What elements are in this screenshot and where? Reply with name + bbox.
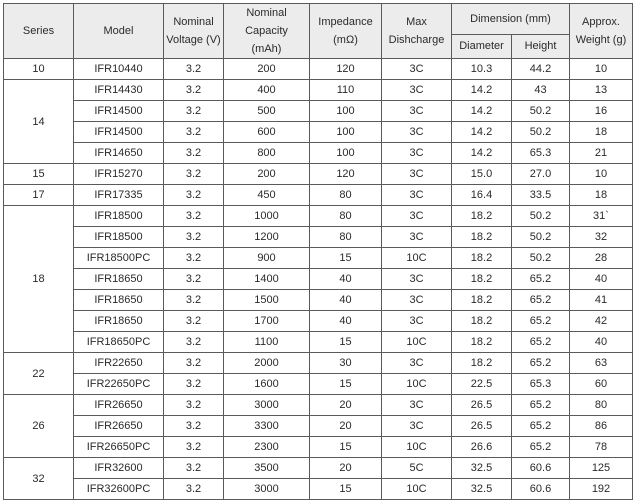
diameter-cell: 14.2 bbox=[452, 101, 512, 122]
voltage-cell: 3.2 bbox=[164, 185, 224, 206]
voltage-cell: 3.2 bbox=[164, 164, 224, 185]
series-cell: 26 bbox=[4, 395, 74, 458]
model-cell: IFR18500 bbox=[74, 206, 164, 227]
voltage-cell: 3.2 bbox=[164, 290, 224, 311]
impedance-cell: 100 bbox=[310, 143, 382, 164]
capacity-cell: 3300 bbox=[224, 416, 310, 437]
discharge-cell: 10C bbox=[382, 248, 452, 269]
diameter-cell: 32.5 bbox=[452, 479, 512, 500]
impedance-cell: 80 bbox=[310, 227, 382, 248]
height-cell: 50.2 bbox=[512, 101, 570, 122]
model-cell: IFR18650 bbox=[74, 290, 164, 311]
discharge-cell: 3C bbox=[382, 185, 452, 206]
model-cell: IFR26650 bbox=[74, 416, 164, 437]
discharge-cell: 5C bbox=[382, 458, 452, 479]
model-cell: IFR26650 bbox=[74, 395, 164, 416]
weight-cell: 125 bbox=[570, 458, 633, 479]
discharge-cell: 3C bbox=[382, 143, 452, 164]
diameter-cell: 14.2 bbox=[452, 143, 512, 164]
table-row bbox=[4, 353, 633, 374]
voltage-cell: 3.2 bbox=[164, 458, 224, 479]
height-cell: 65.2 bbox=[512, 311, 570, 332]
weight-cell: 28 bbox=[570, 248, 633, 269]
header-dimension: Dimension (mm) bbox=[452, 4, 570, 35]
voltage-cell: 3.2 bbox=[164, 332, 224, 353]
capacity-cell: 1100 bbox=[224, 332, 310, 353]
table-row bbox=[4, 101, 633, 122]
weight-cell: 41 bbox=[570, 290, 633, 311]
weight-cell: 32 bbox=[570, 227, 633, 248]
capacity-cell: 800 bbox=[224, 143, 310, 164]
header-height: Height bbox=[512, 34, 570, 58]
series-cell: 22 bbox=[4, 353, 74, 395]
model-cell: IFR18650 bbox=[74, 269, 164, 290]
table-row bbox=[4, 395, 633, 416]
height-cell: 60.6 bbox=[512, 458, 570, 479]
model-cell: IFR18500 bbox=[74, 227, 164, 248]
header-voltage-line2: Voltage (V) bbox=[166, 34, 221, 46]
model-cell: IFR15270 bbox=[74, 164, 164, 185]
impedance-cell: 15 bbox=[310, 437, 382, 458]
diameter-cell: 14.2 bbox=[452, 80, 512, 101]
height-cell: 44.2 bbox=[512, 59, 570, 80]
capacity-cell: 1600 bbox=[224, 374, 310, 395]
table-row bbox=[4, 290, 633, 311]
voltage-cell: 3.2 bbox=[164, 416, 224, 437]
header-capacity-line2: (mAh) bbox=[251, 43, 282, 55]
table-row bbox=[4, 59, 633, 80]
voltage-cell: 3.2 bbox=[164, 353, 224, 374]
weight-cell: 63 bbox=[570, 353, 633, 374]
voltage-cell: 3.2 bbox=[164, 122, 224, 143]
capacity-cell: 1000 bbox=[224, 206, 310, 227]
capacity-cell: 200 bbox=[224, 164, 310, 185]
discharge-cell: 3C bbox=[382, 80, 452, 101]
series-cell: 17 bbox=[4, 185, 74, 206]
discharge-cell: 10C bbox=[382, 479, 452, 500]
voltage-cell: 3.2 bbox=[164, 248, 224, 269]
series-cell: 10 bbox=[4, 59, 74, 80]
model-cell: IFR14650 bbox=[74, 143, 164, 164]
height-cell: 60.6 bbox=[512, 479, 570, 500]
diameter-cell: 18.2 bbox=[452, 227, 512, 248]
weight-cell: 40 bbox=[570, 332, 633, 353]
discharge-cell: 3C bbox=[382, 227, 452, 248]
voltage-cell: 3.2 bbox=[164, 395, 224, 416]
discharge-cell: 3C bbox=[382, 101, 452, 122]
diameter-cell: 18.2 bbox=[452, 332, 512, 353]
capacity-cell: 2300 bbox=[224, 437, 310, 458]
table-row bbox=[4, 311, 633, 332]
discharge-cell: 3C bbox=[382, 206, 452, 227]
diameter-cell: 15.0 bbox=[452, 164, 512, 185]
voltage-cell: 3.2 bbox=[164, 101, 224, 122]
voltage-cell: 3.2 bbox=[164, 80, 224, 101]
height-cell: 50.2 bbox=[512, 206, 570, 227]
weight-cell: 86 bbox=[570, 416, 633, 437]
impedance-cell: 80 bbox=[310, 185, 382, 206]
diameter-cell: 18.2 bbox=[452, 353, 512, 374]
discharge-cell: 3C bbox=[382, 290, 452, 311]
capacity-cell: 400 bbox=[224, 80, 310, 101]
header-discharge bbox=[382, 4, 452, 59]
impedance-cell: 15 bbox=[310, 248, 382, 269]
impedance-cell: 120 bbox=[310, 59, 382, 80]
weight-cell: 10 bbox=[570, 59, 633, 80]
series-cell: 32 bbox=[4, 458, 74, 500]
header-voltage-line1: Nominal bbox=[173, 16, 214, 28]
height-cell: 65.3 bbox=[512, 374, 570, 395]
height-cell: 65.2 bbox=[512, 437, 570, 458]
weight-cell: 18 bbox=[570, 122, 633, 143]
impedance-cell: 100 bbox=[310, 122, 382, 143]
discharge-cell: 3C bbox=[382, 164, 452, 185]
table-row bbox=[4, 122, 633, 143]
capacity-cell: 2000 bbox=[224, 353, 310, 374]
model-cell: IFR10440 bbox=[74, 59, 164, 80]
header-weight-line1: Approx. bbox=[582, 16, 620, 28]
voltage-cell: 3.2 bbox=[164, 311, 224, 332]
diameter-cell: 26.6 bbox=[452, 437, 512, 458]
diameter-cell: 18.2 bbox=[452, 290, 512, 311]
discharge-cell: 3C bbox=[382, 416, 452, 437]
header-impedance bbox=[310, 4, 382, 59]
table-row bbox=[4, 269, 633, 290]
header-capacity bbox=[224, 4, 310, 59]
height-cell: 43 bbox=[512, 80, 570, 101]
model-cell: IFR14430 bbox=[74, 80, 164, 101]
diameter-cell: 26.5 bbox=[452, 395, 512, 416]
capacity-cell: 600 bbox=[224, 122, 310, 143]
height-cell: 50.2 bbox=[512, 227, 570, 248]
diameter-cell: 18.2 bbox=[452, 248, 512, 269]
height-cell: 65.2 bbox=[512, 353, 570, 374]
weight-cell: 18 bbox=[570, 185, 633, 206]
model-cell: IFR18500PC bbox=[74, 248, 164, 269]
discharge-cell: 3C bbox=[382, 59, 452, 80]
table-row bbox=[4, 143, 633, 164]
impedance-cell: 80 bbox=[310, 206, 382, 227]
capacity-cell: 1200 bbox=[224, 227, 310, 248]
capacity-cell: 1500 bbox=[224, 290, 310, 311]
impedance-cell: 120 bbox=[310, 164, 382, 185]
series-cell: 14 bbox=[4, 80, 74, 164]
header-series: Series bbox=[4, 4, 74, 59]
table-row bbox=[4, 248, 633, 269]
table-row bbox=[4, 206, 633, 227]
diameter-cell: 26.5 bbox=[452, 416, 512, 437]
impedance-cell: 40 bbox=[310, 269, 382, 290]
voltage-cell: 3.2 bbox=[164, 374, 224, 395]
discharge-cell: 3C bbox=[382, 122, 452, 143]
header-weight bbox=[570, 4, 633, 59]
capacity-cell: 1400 bbox=[224, 269, 310, 290]
header-impedance-line1: Impedance bbox=[318, 16, 373, 28]
capacity-cell: 3000 bbox=[224, 395, 310, 416]
impedance-cell: 100 bbox=[310, 101, 382, 122]
table-row bbox=[4, 185, 633, 206]
height-cell: 27.0 bbox=[512, 164, 570, 185]
height-cell: 65.2 bbox=[512, 332, 570, 353]
diameter-cell: 22.5 bbox=[452, 374, 512, 395]
table-row bbox=[4, 458, 633, 479]
table-row bbox=[4, 227, 633, 248]
diameter-cell: 16.4 bbox=[452, 185, 512, 206]
voltage-cell: 3.2 bbox=[164, 437, 224, 458]
discharge-cell: 10C bbox=[382, 374, 452, 395]
table-row bbox=[4, 164, 633, 185]
header-weight-line2: Weight (g) bbox=[575, 34, 627, 46]
model-cell: IFR32600PC bbox=[74, 479, 164, 500]
weight-cell: 80 bbox=[570, 395, 633, 416]
impedance-cell: 30 bbox=[310, 353, 382, 374]
diameter-cell: 18.2 bbox=[452, 311, 512, 332]
weight-cell: 60 bbox=[570, 374, 633, 395]
diameter-cell: 32.5 bbox=[452, 458, 512, 479]
height-cell: 33.5 bbox=[512, 185, 570, 206]
model-cell: IFR17335 bbox=[74, 185, 164, 206]
diameter-cell: 18.2 bbox=[452, 206, 512, 227]
model-cell: IFR14500 bbox=[74, 122, 164, 143]
weight-cell: 78 bbox=[570, 437, 633, 458]
capacity-cell: 450 bbox=[224, 185, 310, 206]
header-discharge-line2: Dishcharge bbox=[388, 34, 445, 46]
battery-spec-table bbox=[3, 3, 633, 500]
discharge-cell: 3C bbox=[382, 353, 452, 374]
weight-cell: 31` bbox=[570, 206, 633, 227]
discharge-cell: 3C bbox=[382, 395, 452, 416]
weight-cell: 192 bbox=[570, 479, 633, 500]
header-diameter: Diameter bbox=[452, 34, 512, 58]
table-body bbox=[4, 59, 633, 500]
capacity-cell: 500 bbox=[224, 101, 310, 122]
diameter-cell: 14.2 bbox=[452, 122, 512, 143]
height-cell: 50.2 bbox=[512, 248, 570, 269]
model-cell: IFR22650 bbox=[74, 353, 164, 374]
voltage-cell: 3.2 bbox=[164, 269, 224, 290]
height-cell: 65.2 bbox=[512, 290, 570, 311]
series-cell: 18 bbox=[4, 206, 74, 353]
table-row bbox=[4, 479, 633, 500]
voltage-cell: 3.2 bbox=[164, 227, 224, 248]
impedance-cell: 40 bbox=[310, 290, 382, 311]
table-row bbox=[4, 332, 633, 353]
model-cell: IFR32600 bbox=[74, 458, 164, 479]
header-discharge-line1: Max bbox=[406, 16, 427, 28]
table-row bbox=[4, 374, 633, 395]
model-cell: IFR22650PC bbox=[74, 374, 164, 395]
impedance-cell: 20 bbox=[310, 458, 382, 479]
voltage-cell: 3.2 bbox=[164, 206, 224, 227]
model-cell: IFR14500 bbox=[74, 101, 164, 122]
capacity-cell: 900 bbox=[224, 248, 310, 269]
discharge-cell: 3C bbox=[382, 311, 452, 332]
weight-cell: 16 bbox=[570, 101, 633, 122]
table-row bbox=[4, 416, 633, 437]
model-cell: IFR26650PC bbox=[74, 437, 164, 458]
diameter-cell: 10.3 bbox=[452, 59, 512, 80]
header-capacity-line1: Nominal Capacity bbox=[245, 7, 288, 37]
height-cell: 65.3 bbox=[512, 143, 570, 164]
header-voltage bbox=[164, 4, 224, 59]
capacity-cell: 1700 bbox=[224, 311, 310, 332]
height-cell: 65.2 bbox=[512, 395, 570, 416]
impedance-cell: 15 bbox=[310, 479, 382, 500]
weight-cell: 42 bbox=[570, 311, 633, 332]
impedance-cell: 15 bbox=[310, 374, 382, 395]
impedance-cell: 15 bbox=[310, 332, 382, 353]
voltage-cell: 3.2 bbox=[164, 143, 224, 164]
header-row bbox=[4, 4, 633, 35]
table-row bbox=[4, 80, 633, 101]
header-impedance-line2: (mΩ) bbox=[333, 34, 358, 46]
model-cell: IFR18650 bbox=[74, 311, 164, 332]
header-model: Model bbox=[74, 4, 164, 59]
diameter-cell: 18.2 bbox=[452, 269, 512, 290]
discharge-cell: 10C bbox=[382, 332, 452, 353]
model-cell: IFR18650PC bbox=[74, 332, 164, 353]
capacity-cell: 3000 bbox=[224, 479, 310, 500]
weight-cell: 40 bbox=[570, 269, 633, 290]
series-cell: 15 bbox=[4, 164, 74, 185]
weight-cell: 10 bbox=[570, 164, 633, 185]
height-cell: 50.2 bbox=[512, 122, 570, 143]
discharge-cell: 3C bbox=[382, 269, 452, 290]
discharge-cell: 10C bbox=[382, 437, 452, 458]
weight-cell: 21 bbox=[570, 143, 633, 164]
capacity-cell: 200 bbox=[224, 59, 310, 80]
impedance-cell: 20 bbox=[310, 395, 382, 416]
table-row bbox=[4, 437, 633, 458]
voltage-cell: 3.2 bbox=[164, 59, 224, 80]
impedance-cell: 110 bbox=[310, 80, 382, 101]
height-cell: 65.2 bbox=[512, 416, 570, 437]
height-cell: 65.2 bbox=[512, 269, 570, 290]
impedance-cell: 40 bbox=[310, 311, 382, 332]
weight-cell: 13 bbox=[570, 80, 633, 101]
impedance-cell: 20 bbox=[310, 416, 382, 437]
capacity-cell: 3500 bbox=[224, 458, 310, 479]
voltage-cell: 3.2 bbox=[164, 479, 224, 500]
